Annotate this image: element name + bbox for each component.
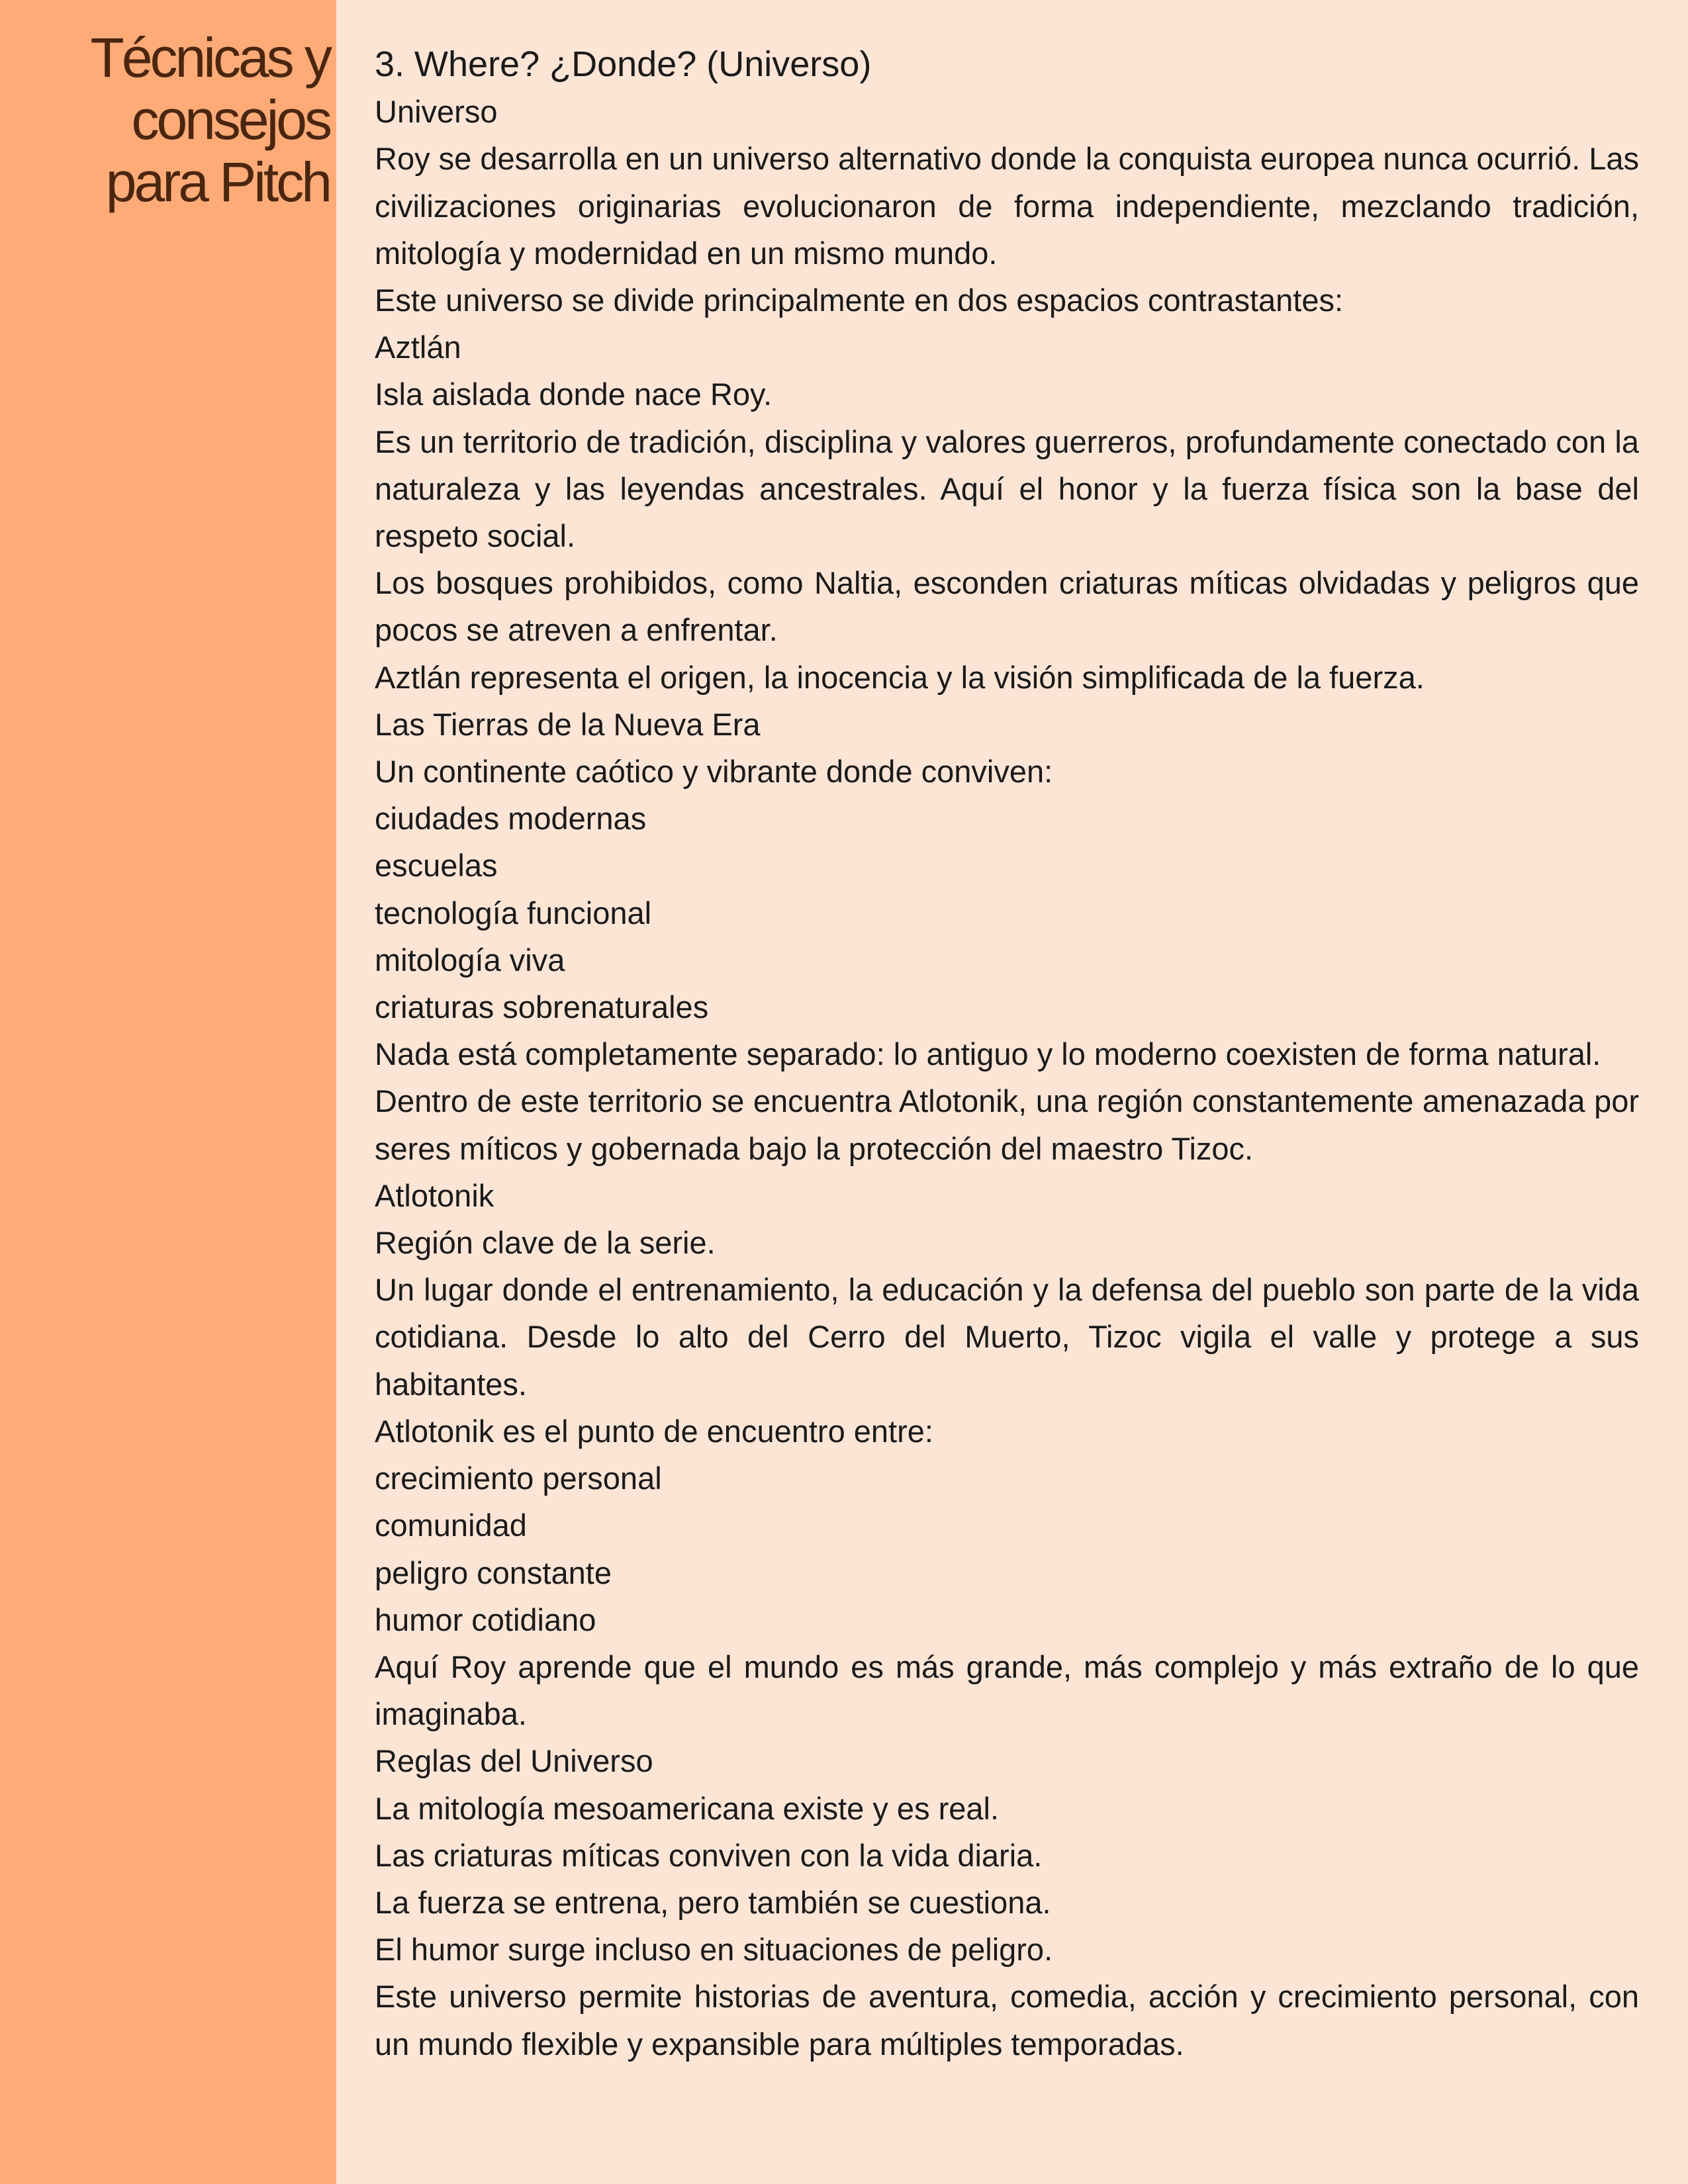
sidebar [0, 0, 336, 2184]
list-item: Las criaturas míticas conviven con la vida diaria. [375, 1837, 1043, 1873]
paragraph-aztlan-2: Los bosques prohibidos, como Naltia, esconden criaturas míticas olvidadas y peligros que pocos se atreven a enfrentar. [375, 565, 1639, 648]
paragraph-aztlan-1: Es un territorio de tradición, disciplina y valores guerreros, profundamente conectado con la naturaleza y las leyendas ancestrales. Aquí el honor y la fuerza física son la base del respeto social. [375, 424, 1639, 554]
sidebar-title-line: Técnicas y [90, 26, 330, 89]
list-item: mitología viva [375, 942, 565, 978]
list-item: peligro constante [375, 1555, 612, 1590]
paragraph-aztlan-line1: Isla aislada donde nace Roy. [375, 377, 773, 412]
list-item: criaturas sobrenaturales [375, 989, 709, 1025]
sidebar-title-line: para Pitch [105, 151, 330, 213]
paragraph-atlotonik-intro: Atlotonik es el punto de encuentro entre: [375, 1413, 933, 1449]
list-item: ciudades modernas [375, 801, 647, 837]
subheading-tierras: Las Tierras de la Nueva Era [375, 706, 761, 742]
paragraph-atlotonik-1: Un lugar donde el entrenamiento, la educación y la defensa del pueblo son parte de la vida cotidiana. Desde lo alto del Cerro del Muerto, Tizoc vigila el valle y protege a sus habitantes. [375, 1272, 1639, 1402]
list-item: comunidad [375, 1508, 527, 1543]
subheading-atlotonik: Atlotonik [375, 1177, 494, 1213]
paragraph-aztlan-line2: Aztlán representa el origen, la inocencia y la visión simplificada de la fuerza. [375, 659, 1425, 695]
paragraph-universo-division: Este universo se divide principalmente en dos espacios contrastantes: [375, 283, 1344, 318]
list-item: crecimiento personal [375, 1461, 662, 1496]
list-item: La mitología mesoamericana existe y es real. [375, 1790, 1000, 1826]
subheading-universo: Universo [375, 94, 498, 130]
section-heading: 3. Where? ¿Donde? (Universo) [375, 44, 872, 84]
list-item: tecnología funcional [375, 895, 652, 931]
paragraph-tierras-1: Nada está completamente separado: lo antiguo y lo moderno coexisten de forma natural. [375, 1036, 1601, 1072]
paragraph-tierras-2: Dentro de este territorio se encuentra Atlotonik, una región constantemente amenazada por seres míticos y gobernada bajo la protección del maestro Tizoc. [375, 1083, 1639, 1166]
list-item: La fuerza se entrena, pero también se cuestiona. [375, 1884, 1051, 1920]
paragraph-tierras-intro: Un continente caótico y vibrante donde conviven: [375, 754, 1053, 790]
sidebar-title [12, 26, 330, 213]
paragraph-closing: Este universo permite historias de aventura, comedia, acción y crecimiento personal, con un mundo flexible y expansible para múltiples temporadas. [375, 1979, 1639, 2062]
paragraph-atlotonik-2: Aquí Roy aprende que el mundo es más grande, más complejo y más extraño de lo que imaginaba. [375, 1649, 1639, 1732]
paragraph-universo-intro: Roy se desarrolla en un universo alternativo donde la conquista europea nunca ocurrió. Las civilizaciones originarias evolucionaron de forma independiente, mezclando tradición, mitología y modernidad en un mismo mundo. [375, 141, 1639, 271]
subheading-aztlan: Aztlán [375, 330, 461, 365]
list-item: El humor surge incluso en situaciones de peligro. [375, 1932, 1053, 1968]
main-content [375, 41, 1639, 2068]
paragraph-atlotonik-line1: Región clave de la serie. [375, 1225, 716, 1261]
list-item: humor cotidiano [375, 1602, 596, 1637]
list-item: escuelas [375, 848, 498, 884]
subheading-reglas: Reglas del Universo [375, 1743, 653, 1779]
sidebar-title-line: consejos [131, 89, 330, 151]
